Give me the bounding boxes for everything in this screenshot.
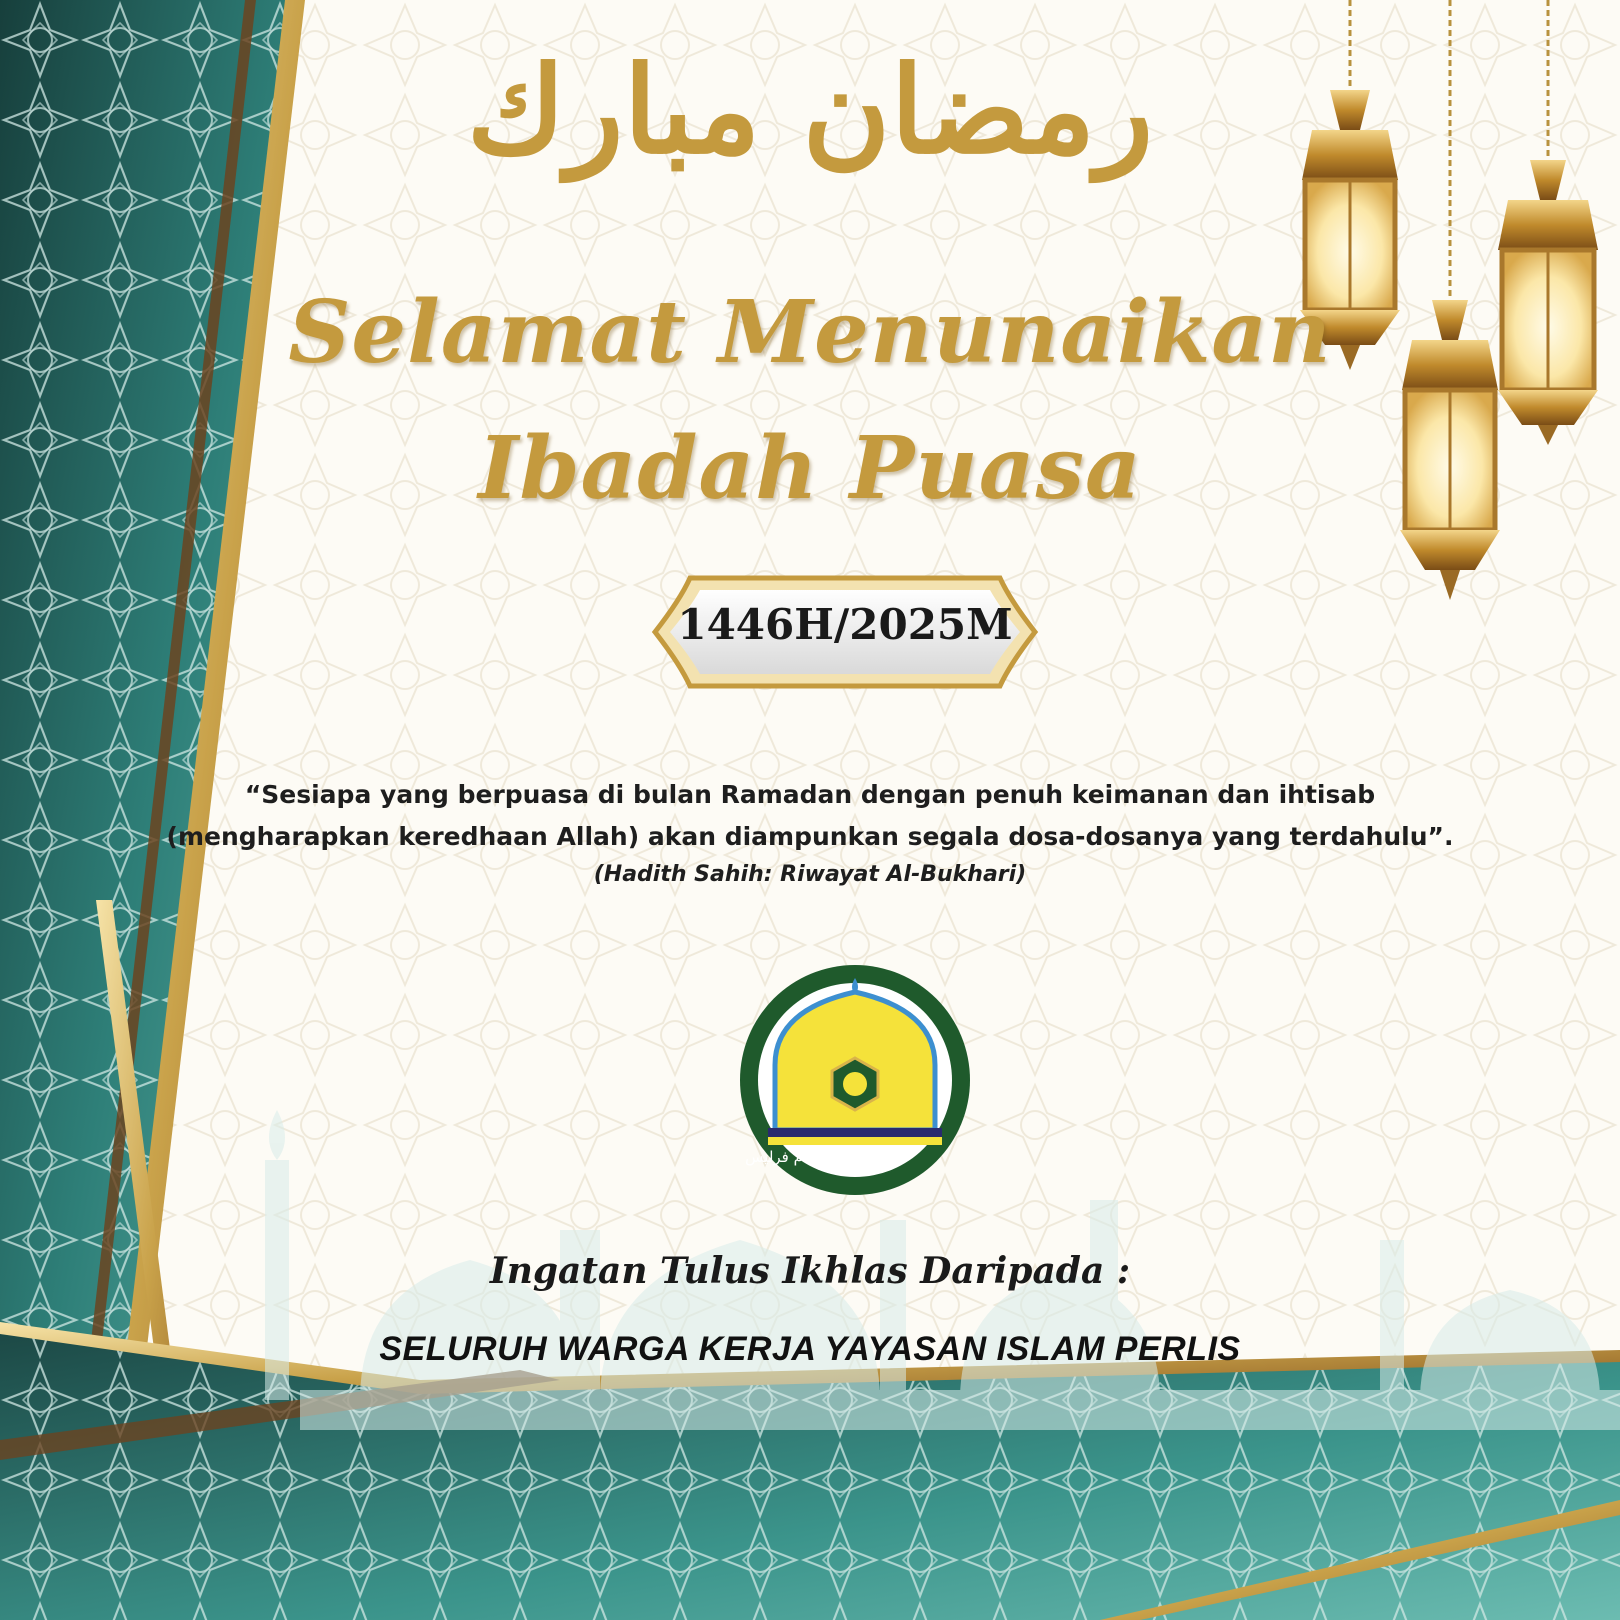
greeting-label: Ingatan Tulus Ikhlas Daripada :: [489, 1250, 1131, 1292]
year-label: 1446H/2025M: [677, 600, 1013, 649]
sender-name: SELURUH WARGA KERJA YAYASAN ISLAM PERLIS: [379, 1330, 1241, 1368]
hadith-quote-line-1: “Sesiapa yang berpuasa di bulan Ramadan dengan penuh keimanan dan ihtisab: [244, 780, 1376, 809]
logo-arabic-text: ياياسن اسلام فرليس: [745, 1148, 875, 1166]
arabic-calligraphy-title: رمضان مبارك: [466, 40, 1154, 181]
heading-line-1: Selamat Menunaikan: [288, 282, 1332, 383]
heading-line-2: Ibadah Puasa: [478, 418, 1142, 519]
hadith-quote-line-2: (mengharapkan keredhaan Allah) akan diampunkan segala dosa-dosanya yang terdahulu”.: [166, 822, 1454, 851]
hadith-source: (Hadith Sahih: Riwayat Al-Bukhari): [593, 862, 1027, 887]
